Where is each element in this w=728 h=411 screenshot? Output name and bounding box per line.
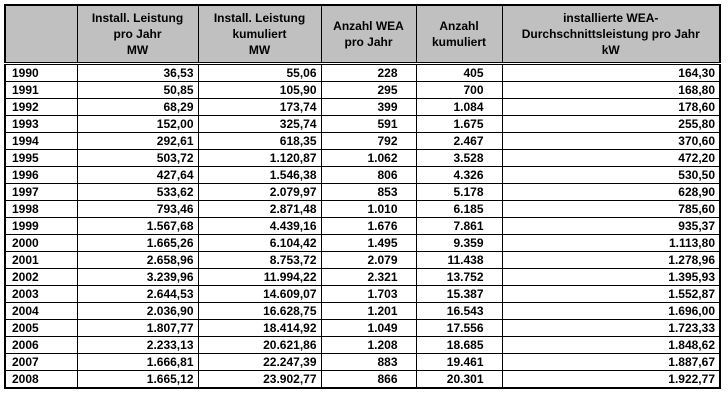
table-row [5, 99, 720, 116]
count-per-year-cell: 1.010 [321, 201, 416, 218]
year-cell: 2005 [5, 320, 77, 337]
count-per-year-cell: 228 [321, 64, 416, 82]
header-turbine-count-cumulative [416, 5, 502, 64]
capacity-cumulative-cell: 18.414,92 [198, 320, 321, 337]
table-row [5, 235, 720, 252]
average-power-cell: 1.395,93 [502, 269, 720, 286]
capacity-per-year-cell: 50,85 [77, 82, 198, 99]
table-row [5, 337, 720, 354]
year-cell: 2001 [5, 252, 77, 269]
year-cell: 2002 [5, 269, 77, 286]
count-cumulative-cell: 405 [416, 64, 502, 82]
capacity-cumulative-cell: 11.994,22 [198, 269, 321, 286]
year-cell: 1995 [5, 150, 77, 167]
capacity-cumulative-cell: 23.902,77 [198, 371, 321, 389]
header-installed-capacity-per-year [77, 5, 198, 64]
count-cumulative-cell: 9.359 [416, 235, 502, 252]
header-average-turbine-power [502, 5, 720, 64]
capacity-per-year-cell: 2.644,53 [77, 286, 198, 303]
table-row [5, 133, 720, 150]
count-cumulative-cell: 1.084 [416, 99, 502, 116]
capacity-per-year-cell: 1.666,81 [77, 354, 198, 371]
table-row [5, 269, 720, 286]
count-cumulative-cell: 2.467 [416, 133, 502, 150]
average-power-cell: 1.552,87 [502, 286, 720, 303]
capacity-per-year-cell: 1.807,77 [77, 320, 198, 337]
count-cumulative-cell: 17.556 [416, 320, 502, 337]
average-power-cell: 1.723,33 [502, 320, 720, 337]
count-per-year-cell: 806 [321, 167, 416, 184]
table-row [5, 286, 720, 303]
count-per-year-cell: 866 [321, 371, 416, 389]
year-cell: 2008 [5, 371, 77, 389]
year-cell: 1999 [5, 218, 77, 235]
capacity-per-year-cell: 292,61 [77, 133, 198, 150]
header-year [5, 5, 77, 64]
year-cell: 1998 [5, 201, 77, 218]
header-line: Install. Leistung [91, 11, 184, 25]
table-row [5, 320, 720, 337]
table-row [5, 167, 720, 184]
average-power-cell: 1.696,00 [502, 303, 720, 320]
average-power-cell: 472,20 [502, 150, 720, 167]
table-row [5, 184, 720, 201]
capacity-per-year-cell: 1.665,12 [77, 371, 198, 389]
count-cumulative-cell: 5.178 [416, 184, 502, 201]
capacity-cumulative-cell: 1.546,38 [198, 167, 321, 184]
header-line: pro Jahr [113, 27, 162, 41]
table-row [5, 150, 720, 167]
table-row [5, 354, 720, 371]
capacity-cumulative-cell: 16.628,75 [198, 303, 321, 320]
header-turbine-count-per-year [321, 5, 416, 64]
header-installed-capacity-cumulative [198, 5, 321, 64]
count-cumulative-cell: 19.461 [416, 354, 502, 371]
wea-statistics-table [4, 4, 721, 389]
average-power-cell: 1.848,62 [502, 337, 720, 354]
count-per-year-cell: 2.321 [321, 269, 416, 286]
capacity-cumulative-cell: 325,74 [198, 116, 321, 133]
year-cell: 2003 [5, 286, 77, 303]
capacity-cumulative-cell: 618,35 [198, 133, 321, 150]
capacity-per-year-cell: 2.233,13 [77, 337, 198, 354]
average-power-cell: 935,37 [502, 218, 720, 235]
capacity-per-year-cell: 152,00 [77, 116, 198, 133]
average-power-cell: 370,60 [502, 133, 720, 150]
count-per-year-cell: 883 [321, 354, 416, 371]
count-per-year-cell: 2.079 [321, 252, 416, 269]
header-line: Anzahl [439, 19, 479, 33]
average-power-cell: 1.922,77 [502, 371, 720, 389]
average-power-cell: 1.113,80 [502, 235, 720, 252]
year-cell: 1993 [5, 116, 77, 133]
header-line: Durchschnittsleistung pro Jahr [521, 27, 700, 41]
count-cumulative-cell: 700 [416, 82, 502, 99]
header-line: kW [601, 43, 620, 57]
average-power-cell: 530,50 [502, 167, 720, 184]
capacity-cumulative-cell: 22.247,39 [198, 354, 321, 371]
year-cell: 1997 [5, 184, 77, 201]
count-per-year-cell: 853 [321, 184, 416, 201]
average-power-cell: 164,30 [502, 64, 720, 82]
capacity-per-year-cell: 2.036,90 [77, 303, 198, 320]
year-cell: 1996 [5, 167, 77, 184]
capacity-cumulative-cell: 105,90 [198, 82, 321, 99]
count-cumulative-cell: 7.861 [416, 218, 502, 235]
header-line: MW [248, 43, 271, 57]
count-cumulative-cell: 6.185 [416, 201, 502, 218]
year-cell: 2000 [5, 235, 77, 252]
capacity-per-year-cell: 533,62 [77, 184, 198, 201]
average-power-cell: 168,80 [502, 82, 720, 99]
count-cumulative-cell: 16.543 [416, 303, 502, 320]
table-row [5, 303, 720, 320]
table-row [5, 201, 720, 218]
average-power-cell: 255,80 [502, 116, 720, 133]
count-per-year-cell: 1.676 [321, 218, 416, 235]
year-cell: 1991 [5, 82, 77, 99]
year-cell: 2007 [5, 354, 77, 371]
year-cell: 2004 [5, 303, 77, 320]
year-cell: 1994 [5, 133, 77, 150]
count-per-year-cell: 792 [321, 133, 416, 150]
capacity-per-year-cell: 427,64 [77, 167, 198, 184]
average-power-cell: 785,60 [502, 201, 720, 218]
capacity-cumulative-cell: 2.079,97 [198, 184, 321, 201]
count-per-year-cell: 295 [321, 82, 416, 99]
header-line: pro Jahr [344, 35, 393, 49]
table-row [5, 218, 720, 235]
count-per-year-cell: 1.049 [321, 320, 416, 337]
table-row [5, 116, 720, 133]
average-power-cell: 1.887,67 [502, 354, 720, 371]
count-per-year-cell: 1.703 [321, 286, 416, 303]
count-per-year-cell: 591 [321, 116, 416, 133]
count-cumulative-cell: 18.685 [416, 337, 502, 354]
table-row [5, 371, 720, 389]
capacity-per-year-cell: 1.665,26 [77, 235, 198, 252]
capacity-cumulative-cell: 173,74 [198, 99, 321, 116]
count-per-year-cell: 1.208 [321, 337, 416, 354]
count-per-year-cell: 399 [321, 99, 416, 116]
capacity-per-year-cell: 793,46 [77, 201, 198, 218]
capacity-cumulative-cell: 2.871,48 [198, 201, 321, 218]
count-cumulative-cell: 1.675 [416, 116, 502, 133]
table-row [5, 64, 720, 82]
header-line: Install. Leistung [213, 11, 306, 25]
header-line: kumuliert [431, 35, 486, 49]
capacity-cumulative-cell: 8.753,72 [198, 252, 321, 269]
capacity-per-year-cell: 68,29 [77, 99, 198, 116]
header-line: installierte WEA- [563, 11, 659, 25]
capacity-per-year-cell: 1.567,68 [77, 218, 198, 235]
count-cumulative-cell: 3.528 [416, 150, 502, 167]
count-cumulative-cell: 4.326 [416, 167, 502, 184]
year-cell: 1990 [5, 64, 77, 82]
capacity-per-year-cell: 3.239,96 [77, 269, 198, 286]
capacity-cumulative-cell: 55,06 [198, 64, 321, 82]
header-line: MW [126, 43, 149, 57]
capacity-per-year-cell: 503,72 [77, 150, 198, 167]
capacity-per-year-cell: 36,53 [77, 64, 198, 82]
count-per-year-cell: 1.062 [321, 150, 416, 167]
header-line: kumuliert [232, 27, 287, 41]
capacity-cumulative-cell: 14.609,07 [198, 286, 321, 303]
capacity-cumulative-cell: 1.120,87 [198, 150, 321, 167]
count-per-year-cell: 1.495 [321, 235, 416, 252]
table-row [5, 252, 720, 269]
year-cell: 2006 [5, 337, 77, 354]
count-cumulative-cell: 11.438 [416, 252, 502, 269]
count-cumulative-cell: 20.301 [416, 371, 502, 389]
header-row [5, 5, 720, 64]
capacity-cumulative-cell: 4.439,16 [198, 218, 321, 235]
average-power-cell: 178,60 [502, 99, 720, 116]
capacity-cumulative-cell: 6.104,42 [198, 235, 321, 252]
header-line: Anzahl WEA [333, 19, 404, 33]
count-cumulative-cell: 15.387 [416, 286, 502, 303]
table-body [5, 64, 720, 389]
count-cumulative-cell: 13.752 [416, 269, 502, 286]
year-cell: 1992 [5, 99, 77, 116]
capacity-per-year-cell: 2.658,96 [77, 252, 198, 269]
average-power-cell: 1.278,96 [502, 252, 720, 269]
count-per-year-cell: 1.201 [321, 303, 416, 320]
table-row [5, 82, 720, 99]
average-power-cell: 628,90 [502, 184, 720, 201]
capacity-cumulative-cell: 20.621,86 [198, 337, 321, 354]
